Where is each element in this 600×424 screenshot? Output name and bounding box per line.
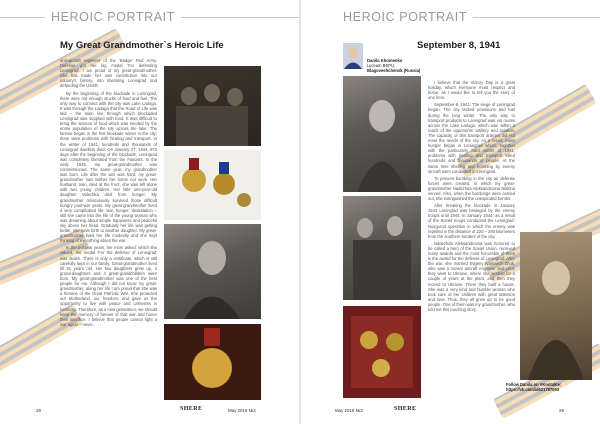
magazine-logo: SHERE — [394, 406, 417, 412]
article-title: My Great Grandmother`s Heroic Life — [60, 40, 224, 51]
running-header-text: HEROIC PORTRAIT — [343, 10, 468, 24]
paragraph: anti-aircraft regiment of the 'Badge' Red Army. Defense got her big medal 'For defending Leningrad'. I am proud of my great-grandmother. She has made her own contribution into our country's history, into liberating Leningrad and defending the USSR. — [60, 58, 157, 89]
group-photo — [343, 196, 421, 300]
magazine-logo: SHERE — [180, 406, 203, 412]
header-rule — [473, 17, 600, 18]
paragraph: In the postwar years, her mom asked: which she valued, the medal 'For the defense of Leningrad' was stolen. There is only a certificate, which is still carefully kept in our family. Great-grandmother lived till 91 years old. Her two daughters grew up, 4 grand-daughters and 4 great-grandchildren were born. My great-grandmother was one of the best people for me. Although I did not know my great-grandmother, along her life I am proud that she was a heroine of the Great Patriotic War. She protected our Motherland, our freedom, and gave us the opportunity to live with peace and calmness in harmony. Therefore, as a new generation, we should keep the memory of heroes of that war and honor their sacrifice. I believe that people cannot fight a war again – never. — [60, 245, 157, 327]
paragraph: I believe that the Victory Day is a great holiday, which everyone must respect and honor, as I would like to tell you the story of one hero. — [428, 80, 515, 101]
medals-illustration — [343, 306, 421, 398]
running-header — [301, 6, 600, 28]
medal-closeup — [164, 324, 261, 400]
medals-illustration — [164, 150, 261, 220]
follow-link[interactable]: https://vk.com/id621787053 — [506, 387, 560, 392]
issue-date: May 2019 №3 — [228, 408, 256, 413]
paragraph: After breaking the blockade in January 1943 Leningrad was besieged by the enemy troops until 1944. In January 1944, as a result of the Soviet troops conducted the Leningrad-Novgorod operation in which the enemy was repelled in the distance of 220 – 280 kilometers from the southern borders of the city. — [428, 203, 515, 239]
author-city: Blagoveshchensk (Russia) — [367, 68, 421, 73]
group-silhouettes — [164, 66, 261, 146]
paragraph: September 8, 1941. The siege of Leningrad began. The city lacked provisions and fuel during the long winter. The only way to transport products to Leningrad was via routes across the Lake Ladoga, which was within a reach of the opponents' artillery and aviation. The capacity of this transport arteries did not meet the needs of the city. As a result, mass hunger began in Leningrad which, together with the particularly hard winter of 1941, problems with heating and transport killed hundreds and thousands of people. At the same time shelling and bombing by enemy aircraft were conducted in Leningrad. — [428, 102, 515, 174]
medal-closeup-photo — [164, 324, 261, 400]
author-photo — [343, 43, 363, 69]
left-page — [0, 0, 299, 424]
right-page — [301, 0, 600, 424]
portrait-silhouette — [520, 232, 592, 380]
issue-date: May 2019 №3 — [335, 408, 363, 413]
family-portrait-photo — [520, 232, 592, 380]
paragraph: To prevent bombing in the city air defense forces were created, in which my great-grandmother Nadezhda Aleksandrovna Nikitina served. Also, when the bombings were carried out, she extinguished the unexploded bombs. — [428, 175, 515, 202]
paragraph: By the beginning of the blockade in Leningrad, there were not enough stocks of food and fuel. The only way to connect with the city was Lake Ladoga. It was through the Ladoga that the Road of Life was laid – the main line through which blockaded Leningrad was supplied with food. It was difficult to bring the amount of food which was needed by the entire population of the city across the lake. The famine began in the first blockade winter in the city; there were problems with heating and transport. In the winter of 1941, hundreds and thousands of Leningrad dwellers died. On January 27, 1944, 872 days after the beginning of the blockade, Leningrad was completely liberated from the Fascists. In the early 1945, my great-grandmother was commissioned. The same year, my grandmother was born. Life after the war was hard; my great-grandmother had neither her home nor work. Her husband, Ivan, died at the front, she was left alone with two young children. Her little one-year-old daughter Valechka died from hunger. My grandmother miraculously survived those difficult hungry post-war years. My great-grandmother lived a very complicated life: war, hunger, devastation – still she came into the life of the young woman who was dreaming about simple happiness and peaceful sky above her head. Gradually her life was getting better, she gave birth to another daughter. My great-grandmother lived her life modestly and she kept thinking of everything about the war. — [60, 90, 157, 244]
portrait-photo — [164, 224, 261, 319]
header-rule — [0, 17, 45, 18]
portrait-silhouette — [164, 224, 261, 319]
medals-photo — [164, 150, 261, 220]
author-avatar — [343, 43, 363, 69]
wartime-group-photo — [164, 66, 261, 146]
author-school: Lyceum BEPU, — [367, 63, 396, 68]
group-silhouettes — [343, 196, 421, 300]
portrait-silhouette — [343, 76, 421, 192]
medals-photo — [343, 306, 421, 398]
page-number: 28 — [36, 408, 41, 413]
running-header-text: HEROIC PORTRAIT — [50, 10, 175, 24]
article-body — [428, 80, 515, 402]
article-body — [60, 58, 157, 402]
header-rule — [181, 17, 299, 18]
author-name: Danila Khomenko — [367, 58, 403, 63]
article-title: September 8, 1941 — [417, 40, 501, 51]
page-number: 29 — [559, 408, 564, 413]
running-header — [0, 6, 299, 28]
author-info — [367, 58, 420, 73]
social-follow — [506, 382, 561, 392]
wartime-portrait-photo — [343, 76, 421, 192]
paragraph: Nadezhda Aleksandrovna was honored to be called a hero of the Soviet Union, received many awards and the most honorable of them is the award for the defense of Leningrad. After the war, she married Evgeny Ivanovich Zhuk, who was a Soviet aircraft engineer and pilot; they went to Ukraine, where she worked for a couple of years at the plant, and then they moved to Ukraine. There they built a house. She was a very kind and humble woman who took care of her children with great attention and love. Thus, they all grew up to be good people. One of them was my grandmother, who told me this touching story. — [428, 240, 515, 313]
follow-caption: Follow Danila on VKontakte: — [506, 382, 562, 387]
